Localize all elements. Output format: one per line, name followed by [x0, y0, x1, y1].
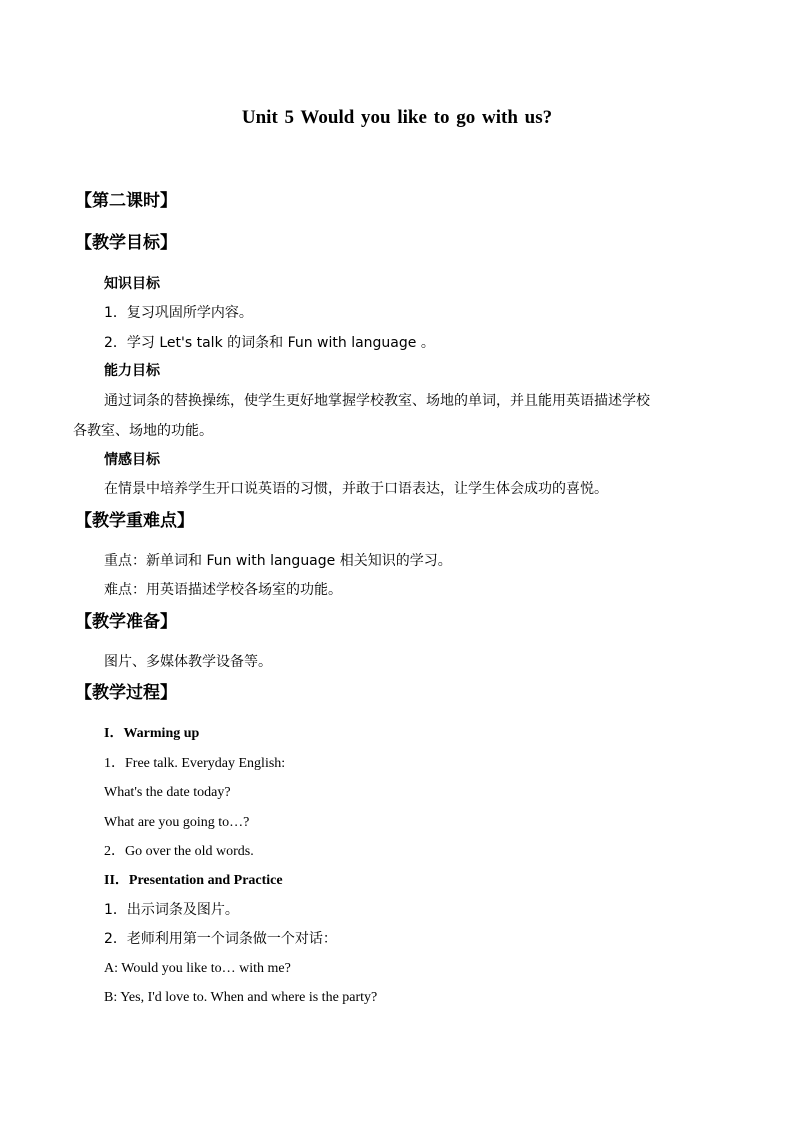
presentation-line-1: 1．出示词条及图片。 — [104, 902, 239, 918]
warming-up-line-4: 2．Go over the old words. — [104, 844, 254, 859]
warming-up-line-2: What's the date today? — [104, 785, 231, 800]
key-points-heading: 【教学重难点】 — [75, 511, 194, 531]
warming-up-line-3: What are you going to…? — [104, 815, 250, 830]
warming-up-line-1: 1．Free talk. Everyday English: — [104, 756, 286, 771]
presentation-line-2: 2．老师利用第一个词条做一个对话： — [104, 931, 337, 947]
preparation-text: 图片、多媒体教学设备等。 — [104, 654, 272, 670]
key-point-text: 重点：新单词和 Fun with language 相关知识的学习。 — [104, 553, 452, 569]
ability-objective-text-2: 各教室、场地的功能。 — [73, 423, 213, 439]
difficult-point-text: 难点：用英语描述学校各场室的功能。 — [104, 582, 342, 598]
ability-objective-heading: 能力目标 — [104, 363, 160, 379]
presentation-line-3: A: Would you like to… with me? — [104, 961, 291, 976]
warming-up-heading: I．Warming up — [104, 726, 200, 741]
document-title: Unit 5 Would you like to go with us? — [241, 107, 553, 128]
ability-objective-text-1: 通过词条的替换操练，使学生更好地掌握学校教室、场地的单词，并且能用英语描述学校 — [104, 393, 650, 409]
presentation-heading: II．Presentation and Practice — [104, 873, 283, 888]
lesson-heading: 【第二课时】 — [75, 191, 177, 211]
objectives-heading: 【教学目标】 — [75, 233, 177, 253]
knowledge-item-2: 2．学习 Let's talk 的词条和 Fun with language 。 — [104, 335, 435, 351]
presentation-line-4: B: Yes, I'd love to. When and where is the party? — [104, 990, 378, 1005]
knowledge-item-1: 1．复习巩固所学内容。 — [104, 305, 253, 321]
preparation-heading: 【教学准备】 — [75, 612, 177, 632]
process-heading: 【教学过程】 — [75, 683, 177, 703]
knowledge-objective-heading: 知识目标 — [104, 276, 160, 292]
emotion-objective-heading: 情感目标 — [104, 452, 160, 468]
emotion-objective-text: 在情景中培养学生开口说英语的习惯，并敢于口语表达，让学生体会成功的喜悦。 — [104, 481, 608, 497]
